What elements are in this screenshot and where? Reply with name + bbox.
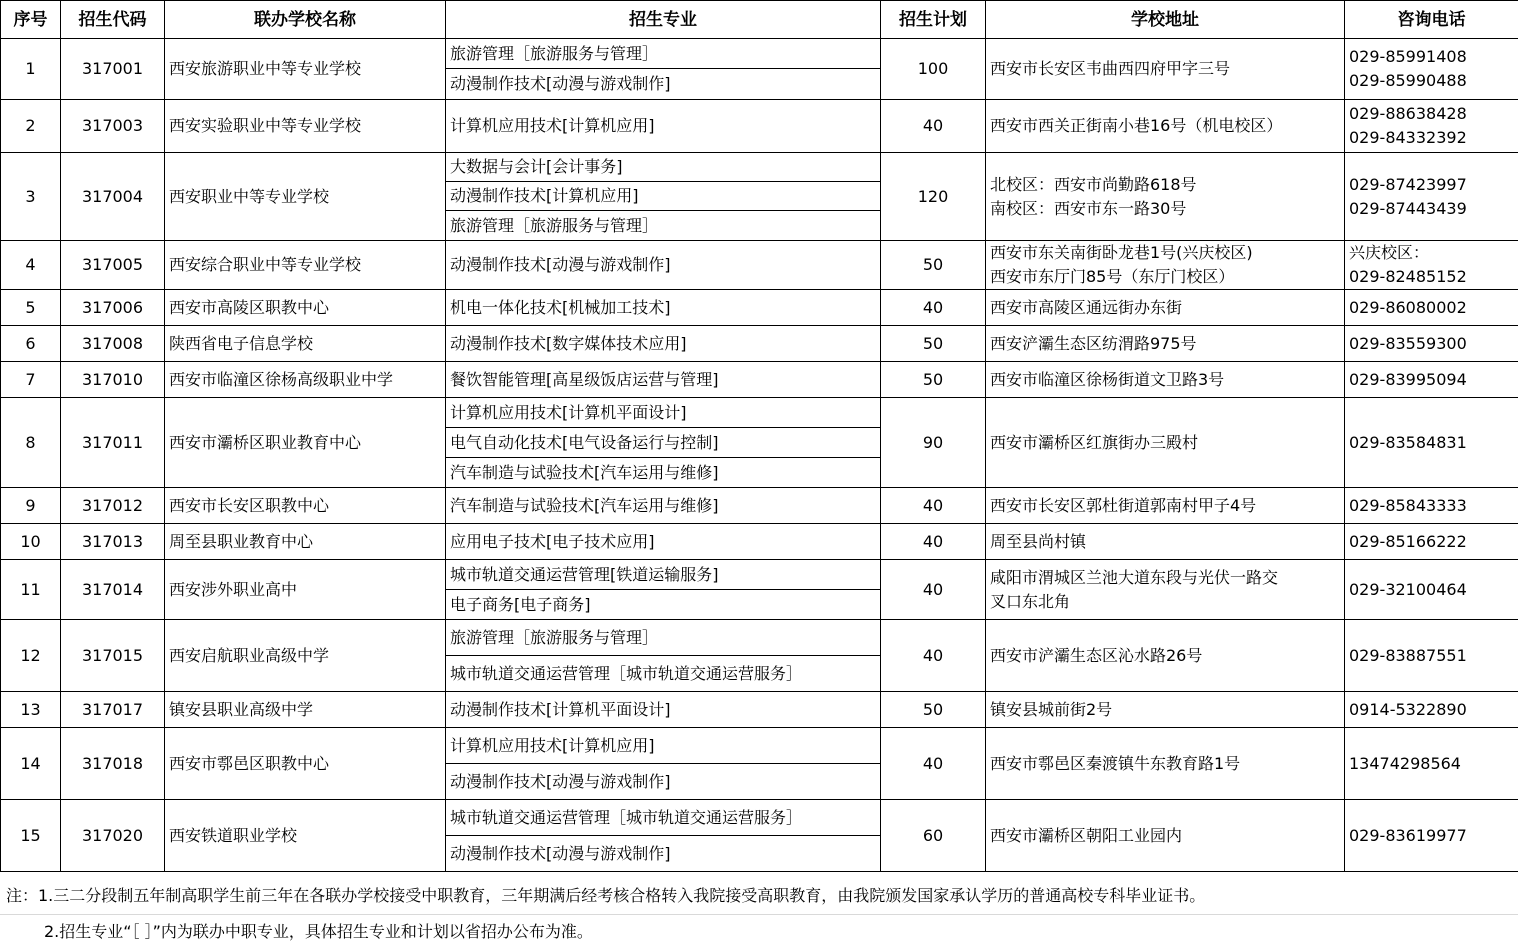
cell-address[interactable] [986,560,1345,620]
phone-line: 029-83995094 [1349,369,1467,389]
cell-plan[interactable]: 50 [881,692,986,728]
phone-line: 029-83887551 [1349,645,1467,665]
cell-code[interactable]: 317015 [61,620,165,692]
cell-major[interactable]: 计算机应用技术[计算机应用] [446,728,881,764]
address-line: 咸阳市渭城区兰池大道东段与光伏一路交 [990,567,1279,587]
cell-major[interactable]: 电子商务[电子商务] [446,590,881,620]
cell-major[interactable]: 旅游管理［旅游服务与管理］ [446,620,881,656]
address-line: 叉口东北角 [990,591,1071,611]
table-body [1,39,1518,872]
cell-no[interactable]: 2 [1,100,61,153]
cell-school[interactable]: 陕西省电子信息学校 [165,326,446,362]
table-row [1,524,1518,560]
phone-line: 13474298564 [1349,753,1461,773]
col-header-phone[interactable]: 咨询电话 [1345,1,1518,39]
phone-line: 029-87443439 [1349,198,1467,218]
cell-code[interactable]: 317012 [61,488,165,524]
col-header-code[interactable]: 招生代码 [61,1,165,39]
table-row [1,488,1518,524]
header-row [1,1,1518,39]
cell-address[interactable] [986,800,1345,872]
cell-phone[interactable] [1345,39,1518,100]
cell-phone[interactable] [1345,524,1518,560]
cell-major[interactable]: 动漫制作技术[计算机应用] [446,182,881,211]
cell-major[interactable]: 电气自动化技术[电气设备运行与控制] [446,428,881,458]
cell-plan[interactable]: 50 [881,241,986,290]
note-2: 2.招生专业“［ ］”内为联办中职专业，具体招生专业和计划以省招办公布为准。 [44,922,593,941]
address-line: 西安市长安区郭杜街道郭南村甲子4号 [990,495,1257,515]
cell-no[interactable]: 5 [1,290,61,326]
cell-no[interactable]: 4 [1,241,61,290]
cell-no[interactable]: 9 [1,488,61,524]
col-header-plan[interactable]: 招生计划 [881,1,986,39]
cell-code[interactable]: 317010 [61,362,165,398]
cell-code[interactable]: 317017 [61,692,165,728]
cell-no[interactable]: 3 [1,153,61,241]
cell-major[interactable]: 动漫制作技术[计算机平面设计] [446,692,881,728]
cell-major[interactable]: 动漫制作技术[动漫与游戏制作] [446,241,881,290]
cell-major[interactable]: 计算机应用技术[计算机平面设计] [446,398,881,428]
cell-no[interactable]: 11 [1,560,61,620]
cell-phone[interactable] [1345,153,1518,241]
cell-no[interactable]: 6 [1,326,61,362]
address-line: 西安市临潼区徐杨街道文卫路3号 [990,369,1225,389]
cell-address[interactable] [986,728,1345,800]
table-row [1,100,1518,153]
phone-line: 029-85991408 [1349,47,1467,66]
cell-address[interactable] [986,488,1345,524]
cell-phone[interactable] [1345,800,1518,872]
cell-phone[interactable] [1345,620,1518,692]
cell-no[interactable]: 12 [1,620,61,692]
phone-line: 029-83559300 [1349,333,1467,353]
table-row [1,560,1518,590]
cell-phone[interactable] [1345,326,1518,362]
table-row [1,362,1518,398]
cell-school[interactable]: 西安旅游职业中等专业学校 [165,39,446,100]
address-line: 西安市东关南街卧龙巷1号(兴庆校区) [990,243,1253,262]
cell-plan[interactable]: 40 [881,560,986,620]
cell-plan[interactable]: 100 [881,39,986,100]
cell-school[interactable]: 西安涉外职业高中 [165,560,446,620]
cell-major[interactable]: 机电一体化技术[机械加工技术] [446,290,881,326]
cell-plan[interactable]: 50 [881,326,986,362]
table-row [1,241,1518,290]
cell-phone[interactable] [1345,398,1518,488]
phone-line: 0914-5322890 [1349,699,1467,719]
cell-school[interactable]: 西安市临潼区徐杨高级职业中学 [165,362,446,398]
cell-major[interactable]: 旅游管理［旅游服务与管理］ [446,211,881,241]
col-header-school[interactable]: 联办学校名称 [165,1,446,39]
cell-major[interactable]: 旅游管理［旅游服务与管理］ [446,39,881,69]
cell-plan[interactable]: 40 [881,620,986,692]
cell-code[interactable]: 317011 [61,398,165,488]
table-row [1,620,1518,656]
cell-no[interactable]: 14 [1,728,61,800]
cell-school[interactable]: 西安实验职业中等专业学校 [165,100,446,153]
address-line: 北校区：西安市尚勤路618号 [990,174,1197,194]
cell-school[interactable]: 西安综合职业中等专业学校 [165,241,446,290]
address-line: 西安市西关正街南小巷16号（机电校区） [990,116,1283,135]
phone-line: 029-32100464 [1349,579,1467,599]
cell-code[interactable]: 317018 [61,728,165,800]
table-row [1,39,1518,69]
cell-major[interactable]: 应用电子技术[电子技术应用] [446,524,881,560]
cell-no[interactable]: 7 [1,362,61,398]
cell-school[interactable]: 西安市长安区职教中心 [165,488,446,524]
table-row [1,290,1518,326]
cell-address[interactable] [986,326,1345,362]
cell-plan[interactable]: 60 [881,800,986,872]
col-header-address[interactable]: 学校地址 [986,1,1345,39]
cell-address[interactable] [986,524,1345,560]
cell-plan[interactable]: 40 [881,524,986,560]
phone-line: 029-85843333 [1349,495,1467,515]
phone-line: 029-83619977 [1349,825,1467,845]
address-line: 西安市高陵区通远街办东街 [990,297,1183,317]
cell-phone[interactable] [1345,100,1518,153]
cell-plan[interactable]: 40 [881,488,986,524]
cell-plan[interactable]: 40 [881,728,986,800]
cell-address[interactable] [986,100,1345,153]
cell-phone[interactable] [1345,290,1518,326]
cell-code[interactable]: 317003 [61,100,165,153]
cell-phone[interactable] [1345,560,1518,620]
cell-address[interactable] [986,620,1345,692]
cell-plan[interactable]: 90 [881,398,986,488]
cell-major[interactable]: 城市轨道交通运营管理［城市轨道交通运营服务］ [446,800,881,836]
address-line: 西安市东厅门85号（东厅门校区） [990,267,1235,286]
table-row [1,692,1518,728]
cell-phone[interactable] [1345,692,1518,728]
cell-code[interactable]: 317014 [61,560,165,620]
cell-address[interactable] [986,362,1345,398]
cell-code[interactable]: 317004 [61,153,165,241]
cell-no[interactable]: 8 [1,398,61,488]
phone-line: 029-85990488 [1349,71,1467,90]
cell-code[interactable]: 317013 [61,524,165,560]
phone-line: 029-84332392 [1349,128,1467,147]
cell-phone[interactable] [1345,728,1518,800]
phone-line: 029-88638428 [1349,104,1467,123]
cell-school[interactable]: 西安市鄠邑区职教中心 [165,728,446,800]
note-1: 注：1.三二分段制五年制高职学生前三年在各联办学校接受中职教育，三年期满后经考核合格转入我院接受高职教育，由我院颁发国家承认学历的普通高校专科毕业证书。 [6,886,1206,905]
table-row [1,800,1518,836]
cell-plan[interactable]: 120 [881,153,986,241]
table-row [1,326,1518,362]
address-line: 西安市灞桥区红旗街办三殿村 [990,432,1199,452]
cell-major[interactable]: 计算机应用技术[计算机应用] [446,100,881,153]
note-divider [0,914,1518,915]
cell-code[interactable]: 317006 [61,290,165,326]
cell-school[interactable]: 西安铁道职业学校 [165,800,446,872]
address-line: 西安市长安区韦曲西四府甲字三号 [990,59,1231,78]
cell-major[interactable]: 大数据与会计[会计事务] [446,153,881,182]
cell-code[interactable]: 317020 [61,800,165,872]
address-line: 西安市灞桥区朝阳工业园内 [990,825,1183,845]
phone-line: 兴庆校区： [1349,243,1430,262]
cell-no[interactable]: 1 [1,39,61,100]
cell-school[interactable]: 周至县职业教育中心 [165,524,446,560]
address-line: 西安浐灞生态区纺渭路975号 [990,333,1197,353]
col-header-no[interactable]: 序号 [1,1,61,39]
cell-school[interactable]: 西安市高陵区职教中心 [165,290,446,326]
table-row [1,153,1518,182]
cell-school[interactable]: 镇安县职业高级中学 [165,692,446,728]
cell-address[interactable] [986,241,1345,290]
cell-plan[interactable]: 50 [881,362,986,398]
cell-major[interactable]: 汽车制造与试验技术[汽车运用与维修] [446,458,881,488]
cell-plan[interactable]: 40 [881,290,986,326]
cell-no[interactable]: 13 [1,692,61,728]
cell-phone[interactable] [1345,488,1518,524]
cell-code[interactable]: 317008 [61,326,165,362]
address-line: 镇安县城前街2号 [990,699,1113,719]
cell-address[interactable] [986,290,1345,326]
table-row [1,398,1518,428]
cell-major[interactable]: 动漫制作技术[数字媒体技术应用] [446,326,881,362]
cell-major[interactable]: 动漫制作技术[动漫与游戏制作] [446,69,881,100]
cell-school[interactable]: 西安启航职业高级中学 [165,620,446,692]
cell-school[interactable]: 西安职业中等专业学校 [165,153,446,241]
phone-line: 029-87423997 [1349,174,1467,194]
cell-no[interactable]: 10 [1,524,61,560]
address-line: 周至县尚村镇 [990,531,1087,551]
address-line: 西安市鄠邑区秦渡镇牛东教育路1号 [990,753,1241,773]
cell-no[interactable]: 15 [1,800,61,872]
cell-major[interactable]: 汽车制造与试验技术[汽车运用与维修] [446,488,881,524]
phone-line: 029-83584831 [1349,432,1467,452]
cell-major[interactable]: 动漫制作技术[动漫与游戏制作] [446,836,881,872]
address-line: 南校区：西安市东一路30号 [990,198,1187,218]
cell-major[interactable]: 城市轨道交通运营管理[铁道运输服务] [446,560,881,590]
cell-address[interactable] [986,398,1345,488]
table-row [1,728,1518,764]
cell-address[interactable] [986,153,1345,241]
cell-phone[interactable] [1345,241,1518,290]
cell-major[interactable]: 城市轨道交通运营管理［城市轨道交通运营服务］ [446,656,881,692]
cell-address[interactable] [986,692,1345,728]
phone-line: 029-85166222 [1349,531,1467,551]
col-header-major[interactable]: 招生专业 [446,1,881,39]
phone-line: 029-82485152 [1349,267,1467,286]
cell-phone[interactable] [1345,362,1518,398]
cell-major[interactable]: 餐饮智能管理[高星级饭店运营与管理] [446,362,881,398]
cell-address[interactable] [986,39,1345,100]
cell-school[interactable]: 西安市灞桥区职业教育中心 [165,398,446,488]
cell-code[interactable]: 317001 [61,39,165,100]
cell-code[interactable]: 317005 [61,241,165,290]
address-line: 西安市浐灞生态区沁水路26号 [990,645,1203,665]
cell-major[interactable]: 动漫制作技术[动漫与游戏制作] [446,764,881,800]
phone-line: 029-86080002 [1349,297,1467,317]
cell-plan[interactable]: 40 [881,100,986,153]
